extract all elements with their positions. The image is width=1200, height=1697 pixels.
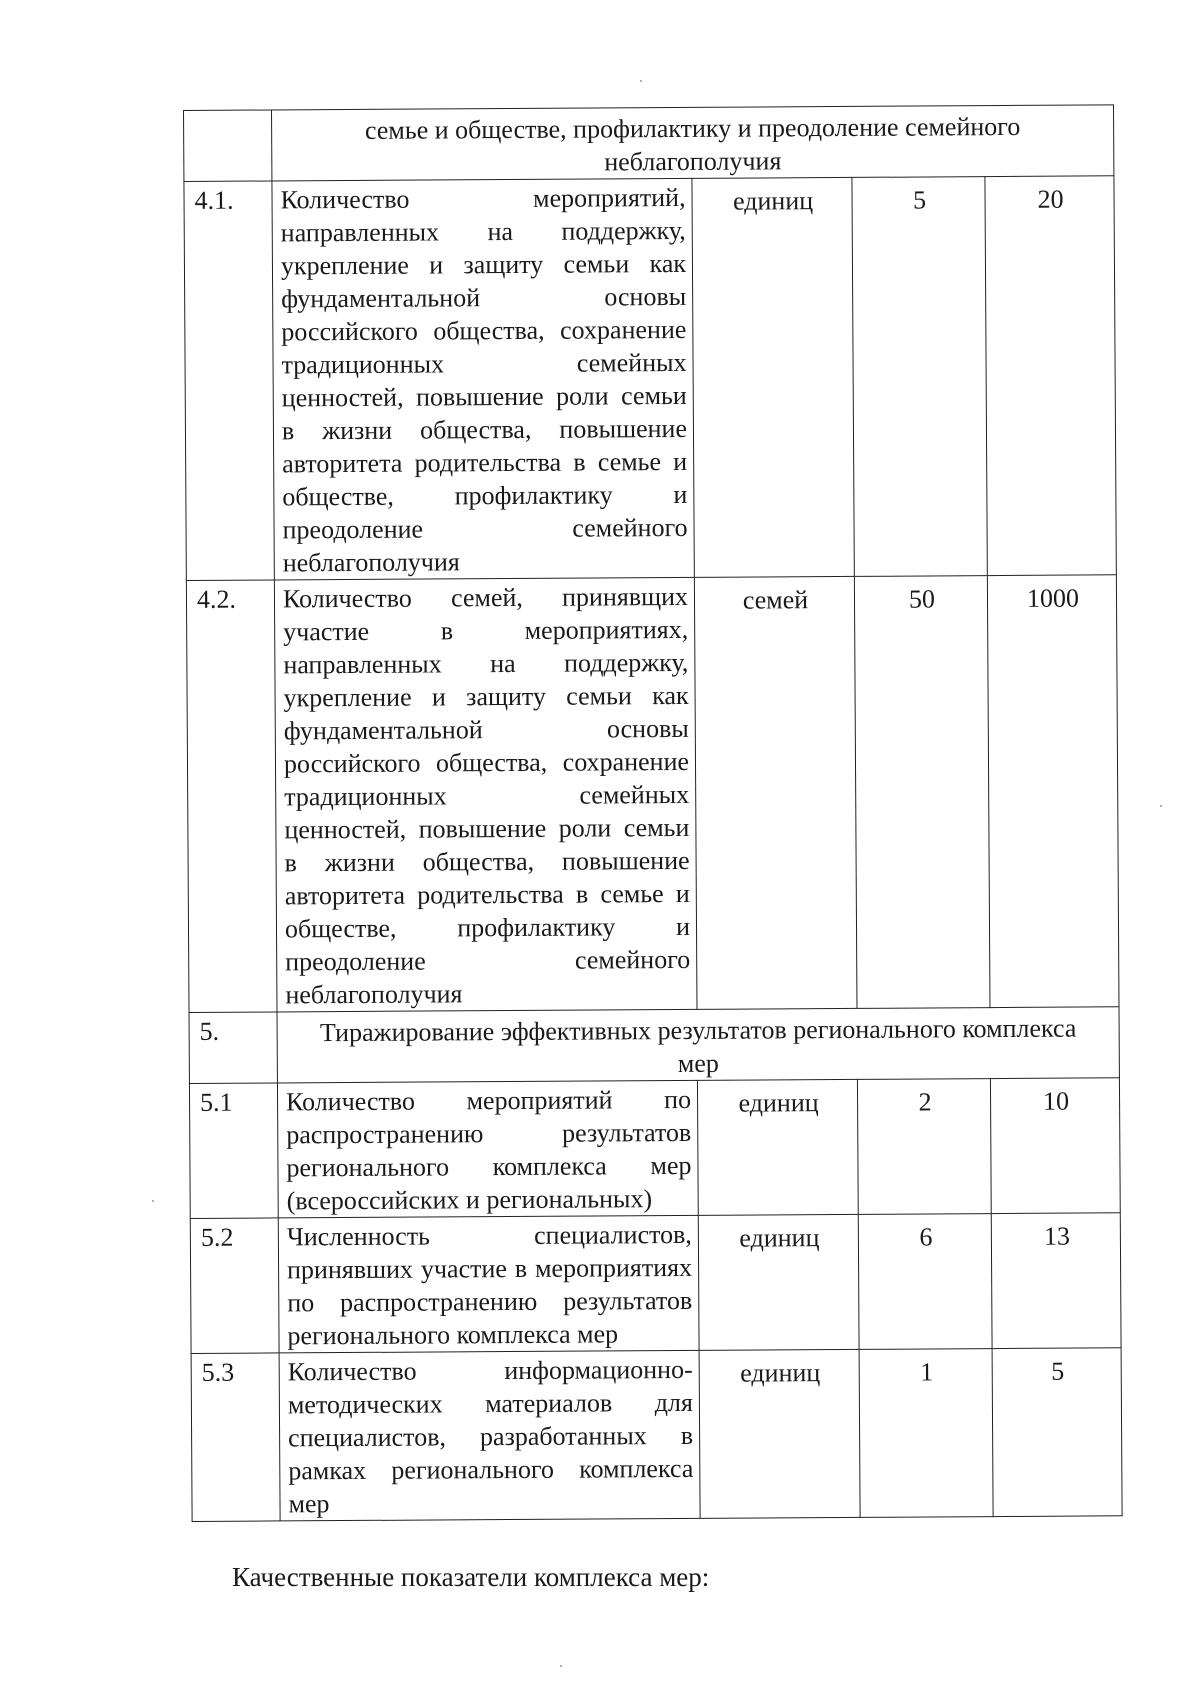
row-number xyxy=(184,110,272,182)
indicator-name: Количество мероприятий, направленных на поддержку, укрепление и защиту семьи как фундаментальной основы российского общества, сохранение традиционных семейных ценностей, повышение роли семьи в жизни общества, повышение авторитета родительства в семье и обществе, профилактику и преодоление семейного неблагополучия xyxy=(272,178,694,580)
row-number: 5.1 xyxy=(189,1083,278,1219)
target-value-cell: 13 xyxy=(991,1213,1121,1349)
base-value-cell: 5 xyxy=(852,177,987,577)
target-value-cell: 10 xyxy=(990,1078,1120,1214)
base-value-cell: 6 xyxy=(858,1214,992,1350)
indicator-name: Количество мероприятий по распространению результатов регионального комплекса мер (всероссийских и региональных) xyxy=(277,1080,698,1218)
scan-speck xyxy=(1160,805,1162,807)
unit-cell: единиц xyxy=(698,1214,859,1350)
target-value-cell: 20 xyxy=(985,176,1116,576)
table-row-section-4-continued xyxy=(184,105,1114,182)
unit-cell: семей xyxy=(694,576,857,1009)
row-number: 5.3 xyxy=(191,1353,280,1522)
scan-speck xyxy=(152,1200,154,1202)
base-value-cell: 50 xyxy=(854,576,990,1009)
table-row xyxy=(191,1348,1122,1522)
table-row xyxy=(189,1078,1120,1219)
scan-speck xyxy=(560,1665,562,1667)
section-title: Тиражирование эффективных результатов регионального комплекса мер xyxy=(277,1007,1119,1083)
unit-cell: единиц xyxy=(692,177,854,577)
target-value-cell: 1000 xyxy=(987,575,1119,1008)
indicators-sheet xyxy=(183,104,1122,1522)
base-value-cell: 2 xyxy=(857,1079,991,1215)
table-row xyxy=(186,575,1119,1013)
base-value-cell: 1 xyxy=(859,1349,993,1518)
unit-cell: единиц xyxy=(697,1079,858,1215)
table-row-section-5 xyxy=(189,1007,1119,1084)
scan-speck xyxy=(640,80,642,82)
indicator-name: Количество семей, принявщих участие в мероприятиях, направленных на поддержку, укрепление и защиту семьи как фундаментальной основы российского общества, сохранение традиционных семейных ценностей, повышение роли семьи в жизни общества, повышение авторитета родительства в семье и обществе, профилактику и преодоление семейного неблагополучия xyxy=(274,577,697,1012)
target-value-cell: 5 xyxy=(992,1348,1122,1517)
unit-cell: единиц xyxy=(699,1349,860,1518)
indicator-name: Количество информационно-методических материалов для специалистов, разработанных в рамках регионального комплекса мер xyxy=(279,1350,700,1521)
row-number: 4.1. xyxy=(184,181,274,581)
qualitative-indicators-heading: Качественные показатели комплекса мер: xyxy=(232,1562,710,1592)
row-number: 5.2 xyxy=(190,1218,279,1354)
table-row xyxy=(190,1213,1121,1354)
table-row xyxy=(184,176,1116,581)
indicators-table xyxy=(183,104,1123,1522)
indicator-name: Численность специалистов, принявших участие в мероприятиях по распространению результатов регионального комплекса мер xyxy=(278,1215,699,1353)
section-title: семье и обществе, профилактику и преодоление семейного неблагополучия xyxy=(272,105,1114,181)
row-number: 5. xyxy=(189,1012,277,1084)
row-number: 4.2. xyxy=(186,580,277,1013)
